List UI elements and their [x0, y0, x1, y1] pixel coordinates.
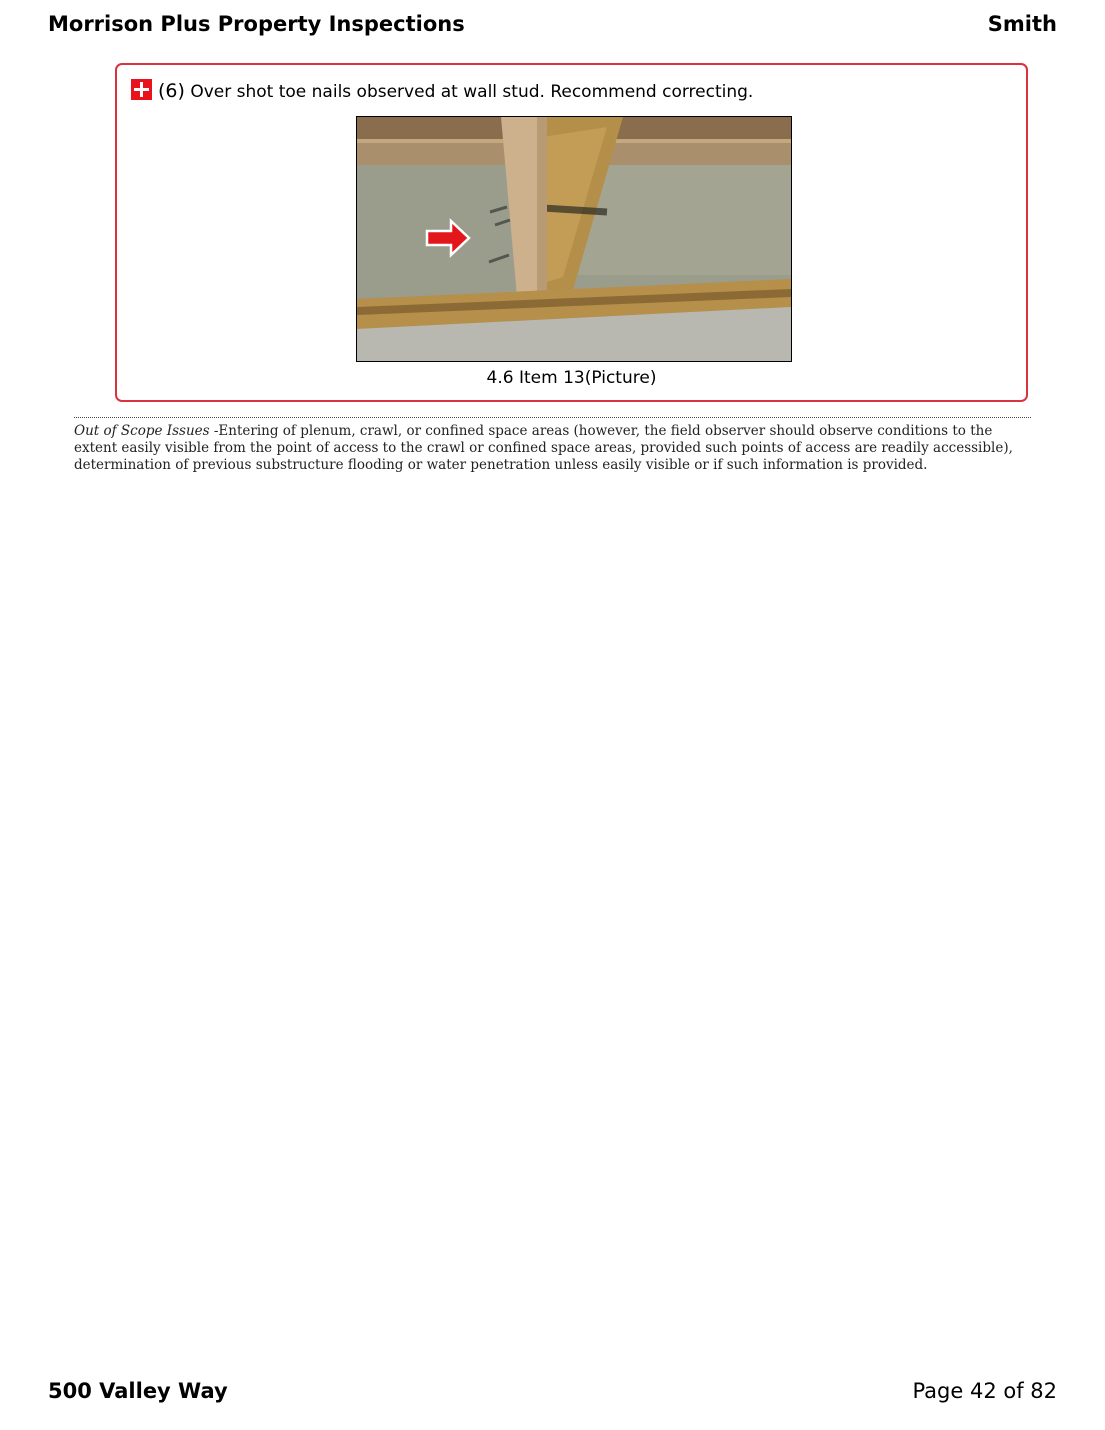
photo-caption: 4.6 Item 13(Picture): [486, 368, 657, 388]
out-of-scope-note: [74, 423, 1034, 474]
scope-title: Out of Scope Issues: [74, 423, 210, 439]
property-address: 500 Valley Way: [48, 1379, 228, 1403]
defect-number: (6): [158, 80, 185, 102]
defect-item-box: [115, 63, 1028, 402]
company-name: Morrison Plus Property Inspections: [48, 12, 465, 36]
defect-photo: [356, 116, 792, 362]
defect-text: Over shot toe nails observed at wall stud. Recommend correcting.: [190, 82, 754, 102]
page-number: Page 42 of 82: [912, 1379, 1057, 1403]
scope-divider: [74, 417, 1031, 418]
defect-photo-drawing: [357, 117, 791, 361]
scope-body: -Entering of plenum, crawl, or confined space areas (however, the field observer should observe conditions to the extent easily visible from the point of access to the crawl or confined space areas, provided such points of access are readily accessible), determination of previous substructure flooding or water penetration unless easily visible or if such information is provided.: [74, 423, 1013, 473]
client-name: Smith: [987, 12, 1057, 36]
defect-description-line: [131, 79, 753, 102]
red-cross-flag-icon: [131, 79, 152, 100]
